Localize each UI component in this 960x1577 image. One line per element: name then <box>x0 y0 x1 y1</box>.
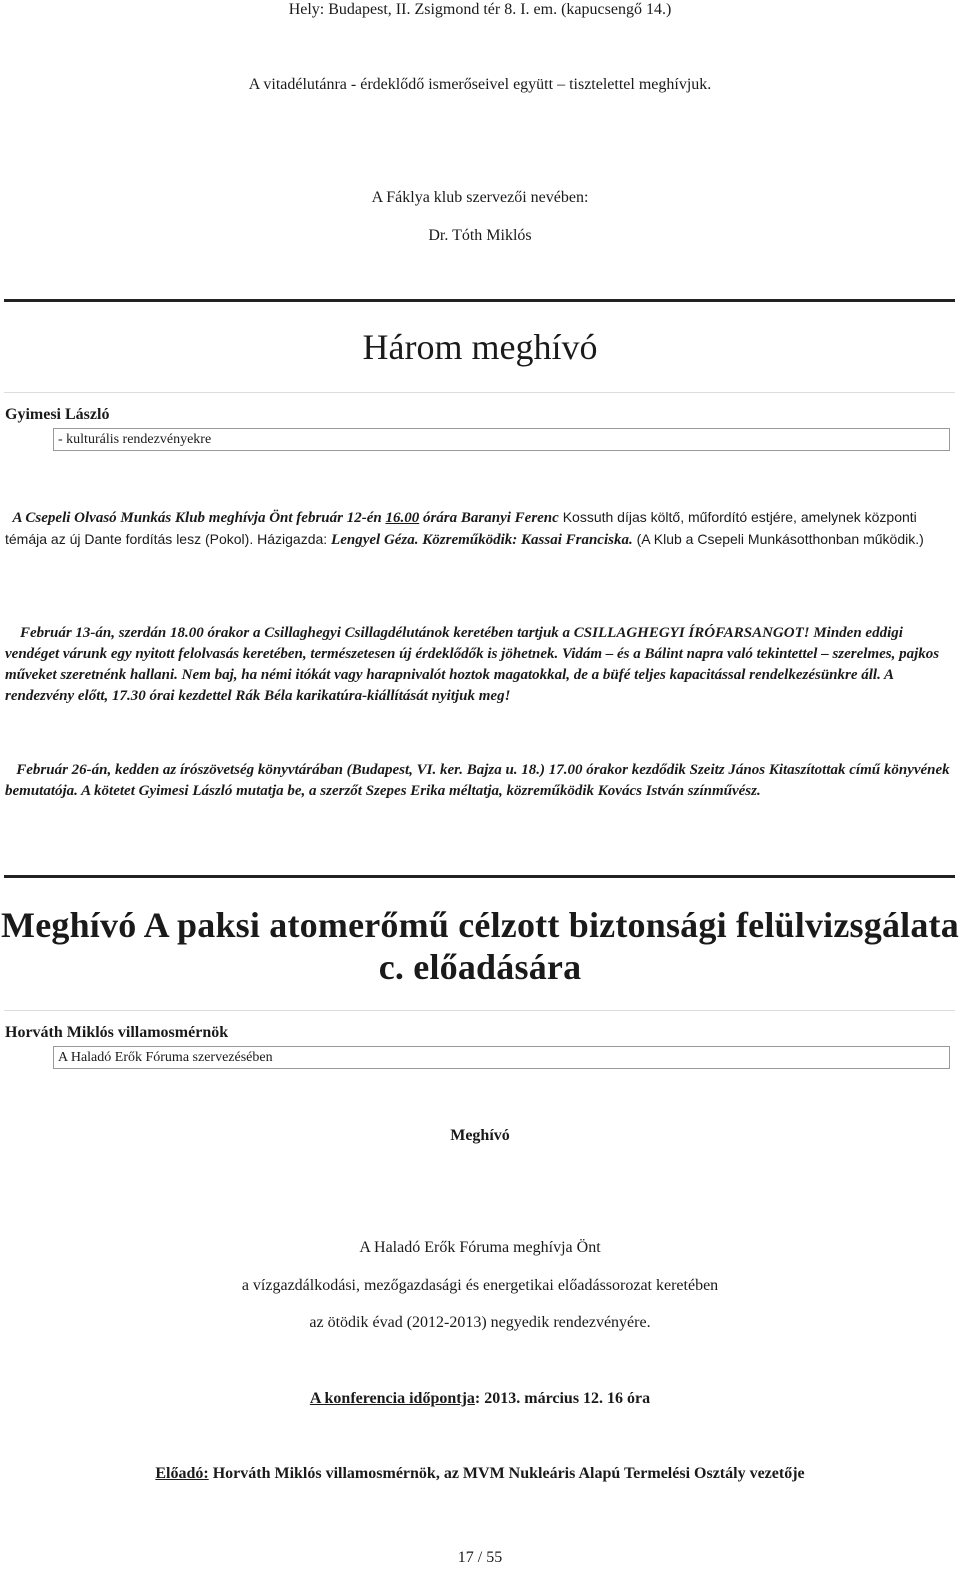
p2-part-b: Vidám – és a Bálint napra való tekintettel – szerelmes, pajkos műveket szeretnénk hallani. Nem baj, ha némi itókát vagy harapnivalót hoztok magatokkal, de a büfé teljes kapacitással rendelkezésünkre áll. A rendezvény előtt, 17.30 órai kezdettel Rák Béla karikatúra-kiállítását nyitjuk meg! <box>5 646 940 704</box>
invitation-heading: Meghívó <box>450 1127 510 1144</box>
conference-date-value: : 2013. március 12. 16 óra <box>474 1390 651 1407</box>
conference-date <box>0 1389 960 1409</box>
article-category-box <box>53 428 950 451</box>
p1-host: Lengyel Géza. Közreműködik: Kassai Franciska. <box>331 532 633 548</box>
p1-note: (A Klub a Csepeli Munkásotthonban működik.) <box>632 531 924 547</box>
event-paragraph-2 <box>5 623 955 707</box>
article-divider-2 <box>4 875 955 878</box>
invitation-line: A vitadélutánra - érdeklődő ismerőseivel együtt – tisztelettel meghívjuk. <box>248 76 712 93</box>
event-paragraph-3 <box>5 760 955 802</box>
invitation-line-3: az ötödik évad (2012-2013) negyedik rendezvényére. <box>309 1314 651 1331</box>
title-rule-2 <box>4 1010 955 1011</box>
article-title <box>0 326 960 368</box>
event-paragraph-1 <box>5 507 955 551</box>
p1-body: Kossuth díjas költő, műfordító estjére, amelynek központi témája az új Dante fordítás lesz (Pokol). Házigazda: <box>5 509 917 547</box>
invitation-line-2: a vízgazdálkodási, mezőgazdasági és energetikai előadássorozat keretében <box>241 1277 719 1294</box>
p1-time: 16.00 <box>385 510 420 526</box>
page-number: 17 / 55 <box>457 1549 503 1566</box>
p1-poet: órára Baranyi Ferenc <box>419 510 559 526</box>
p1-intro: A Csepeli Olvasó Munkás Klub meghívja Önt február 12-én <box>12 510 386 526</box>
article-divider <box>4 299 955 302</box>
speaker-line <box>0 1464 960 1484</box>
article2-title-text: Meghívó A paksi atomerőmű célzott biztonsági felülvizsgálata c. előadására <box>1 905 959 987</box>
article-category: - kulturális rendezvényekre <box>58 432 212 447</box>
p3-part-c: című könyvének bemutatója. A kötetet Gyimesi László mutatja be, a szerzőt Szepes Erika méltatja, közreműködik Kovács István színművész. <box>5 762 950 799</box>
article-author: Gyimesi László <box>5 406 110 423</box>
organizers-line: A Fáklya klub szervezői nevében: <box>371 189 589 206</box>
speaker-label: Előadó: <box>155 1465 209 1482</box>
speaker-value: Horváth Miklós villamosmérnök, az MVM Nukleáris Alapú Termelési Osztály vezetője <box>208 1465 805 1482</box>
article2-title <box>0 904 960 988</box>
p3-part-a: Február 26-án, kedden az írószövetség könyvtárában (Budapest, VI. ker. Bajza u. 18.) 17.00 órakor kezdődik Szeitz János <box>16 762 769 778</box>
p2-part-a: Február 13-án, szerdán 18.00 órakor a Csillaghegyi Csillagdélutánok keretében tartjuk a CSILLAGHEGYI ÍRÓFARSANGOT! Minden eddigi vendéget várunk egy nyitott felolvasás keretében, természetesen új érdeklődők is jöhetnek. <box>5 625 903 662</box>
p3-book: Kitaszítottak <box>768 762 846 778</box>
article2-author: Horváth Miklós villamosmérnök <box>5 1024 229 1041</box>
article2-category-box <box>53 1046 950 1069</box>
location-line: Hely: Budapest, II. Zsigmond tér 8. I. em. (kapucsengő 14.) <box>288 1 672 18</box>
signature: Dr. Tóth Miklós <box>428 227 532 244</box>
article2-category: A Haladó Erők Fóruma szervezésében <box>58 1050 273 1065</box>
title-rule <box>4 392 955 393</box>
article-title-text: Három meghívó <box>362 327 598 367</box>
invitation-line-1: A Haladó Erők Fóruma meghívja Önt <box>359 1239 601 1256</box>
conference-date-label: A konferencia időpontja <box>309 1390 475 1407</box>
